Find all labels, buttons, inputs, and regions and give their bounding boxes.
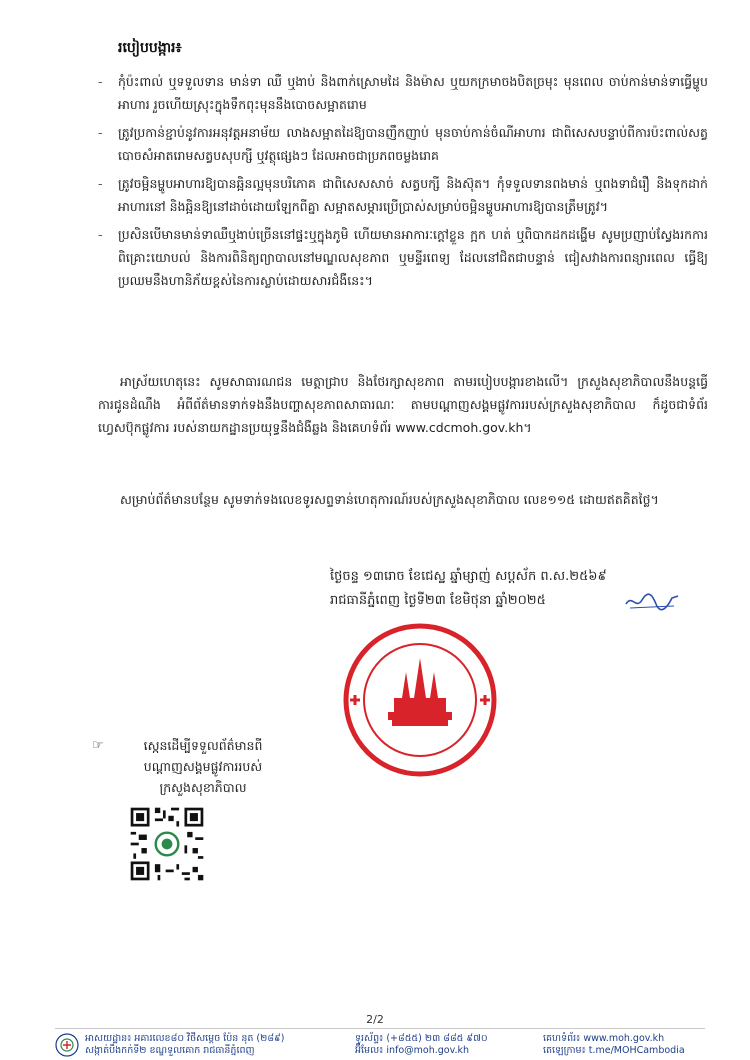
lunar-date: ថ្ងៃចន្ទ ១៣រោច ខែជេស្ឋ ឆ្នាំម្សាញ់ សប្តស័ក ព.ស.២៥៦៩ (330, 569, 607, 584)
page-number: 2/2 (366, 1013, 384, 1026)
pointing-hand-icon: ☞ (92, 738, 104, 753)
bullet-marker: - (98, 74, 103, 89)
advice-paragraph: អាស្រ័យហេតុនេះ សូមសាធារណជន មេត្តាជ្រាប និងថែរក្សាសុខភាព តាមរបៀបបង្ការខាងលើ។ ក្រសួងសុខាភិបាលនឹងបន្តធ្វើការជូនដំណឹង អំពីព័ត៌មានទាក់ទងនឹងបញ្ហាសុខភាពសាធារណៈ តាមបណ្ដាញសង្គមផ្លូវការរបស់ក្រសួងសុខាភិបាល ក៏ដូចជាទំព័រហ្វេសប៊ុកផ្លូវការ របស់នាយកដ្ឋានប្រយុទ្ធនឹងជំងឺឆ្លង និងគេហទំព័រ www.cdcmoh.gov.kh។ (98, 374, 708, 435)
qr-note-line: ក្រសួងសុខាភិបាល (159, 780, 247, 795)
website-link[interactable]: គេហទំព័រ៖ www.moh.gov.kh (543, 1033, 665, 1044)
phone-text: ទូរស័ព្ទ៖ (+៨៥៥) ២៣ ៨៨៥ ៩៧០ (355, 1033, 488, 1044)
list-item-text: ត្រូវប្រកាន់ខ្ជាប់នូវការអនុវត្តអនាម័យ លាងសម្អាតដៃឱ្យបានញឹកញាប់ មុនចាប់កាន់ចំណីអាហារ ជាពិសេសបន្ទាប់ពីការប៉ះពាល់សត្វ បោចសំអាតរោមសត្វបសុបក្សី ឬវត្ថុផ្សេងៗ ដែលអាចជាប្រភពចម្លងរោគ (118, 125, 708, 163)
list-item (98, 70, 708, 116)
list-item (98, 172, 708, 218)
letterhead-footer (55, 1028, 705, 1059)
solar-date: រាជធានីភ្នំពេញ ថ្ងៃទី២៣ ខែមិថុនា ឆ្នាំ២០២៥ (330, 593, 546, 608)
list-item-text: ប្រសិនបើមានមាន់ទាឈឺឬងាប់ច្រើននៅផ្ទះឬក្នុងភូមិ ហើយមានអាការៈក្ដៅខ្លួន ក្អក ហត់ ឬពិបាកដកដង្ហើម សូមប្រញាប់ស្វែងរកការពិគ្រោះយោបល់ និងការពិនិត្យព្យាបាលនៅមណ្ឌលសុខភាព ឬមន្ទីរពេទ្យ ដែលនៅជិតជាបន្ទាន់ ជៀសវាងការពន្យារពេល ធ្វើឱ្យប្រឈមនឹងហានិភ័យខ្ពស់នៃការស្លាប់ដោយសារជំងឺនេះ។ (118, 227, 708, 288)
signature-mark (622, 590, 682, 612)
list-item-text: ត្រូវចម្អិនម្ហូបអាហារឱ្យបានឆ្អិនល្អមុនបរិភោគ ជាពិសេសសាច់ សត្វបក្សី និងស៊ុត។ កុំទទួលទានពងមាន់ ឬពងទាជំរឿ និងទុកដាក់អាហារនៅ និងឆ្អិនឱ្យនៅដាច់ដោយឡែកពីគ្នា សម្អាតសម្ភារប្រើប្រាស់សម្រាប់ចម្អិនម្ហូបអាហារឱ្យបានត្រឹមត្រូវ។ (118, 176, 708, 214)
section-heading: របៀបបង្ការ៖ (118, 40, 182, 56)
hotline-paragraph: សម្រាប់ព័ត៌មានបន្ថែម សូមទាក់ទងលេខទូរសព្ទទាន់ហេតុការណ៍របស់ក្រសួងសុខាភិបាល លេខ១១៥ ដោយឥតគិតថ្លៃ។ (120, 492, 659, 507)
bullet-marker: - (98, 176, 103, 191)
footer-contact (355, 1033, 488, 1057)
ministry-seal-icon (340, 620, 500, 780)
list-item (98, 121, 708, 167)
qr-note-line: ស្កេនដើម្បីទទួលព័ត៌មានពី (143, 738, 263, 753)
ministry-logo-icon (55, 1033, 79, 1057)
footer-address (85, 1033, 284, 1057)
list-item-text: កុំប៉ះពាល់ ឬទទួលទាន មាន់ទា ឈឺ ឬងាប់ និងពាក់ស្រោមដៃ និងម៉ាស ឬយកក្រមាចងបិតច្រមុះ មុនពេល ចាប់កាន់មាន់ទាធ្វើម្ហូបអាហារ រួចហើយស្រុះក្នុងទឹកពុះមុននឹងបោចសម្អាតរោម (118, 74, 708, 112)
address-line: អាសយដ្ឋាន៖ អគារលេខ៨០ វិថីសម្ដេច ប៉ែន នុត (២៨៩) (85, 1033, 285, 1044)
bullet-marker: - (98, 125, 103, 140)
email-link[interactable]: អ៊ីមែល៖ info@moh.gov.kh (355, 1045, 470, 1056)
prevention-list (98, 70, 708, 297)
telegram-link[interactable]: តេឡេក្រាម៖ t.me/MOHCambodia (543, 1045, 685, 1056)
qr-code-icon[interactable] (128, 805, 206, 883)
list-item (98, 223, 708, 292)
bullet-marker: - (98, 227, 103, 242)
address-line: សង្កាត់បឹងកក់ទី២ ខណ្ឌទួលគោក រាជធានីភ្នំពេញ (85, 1045, 255, 1056)
qr-note-line: បណ្ដាញសង្គមផ្លូវការរបស់ (143, 759, 263, 774)
qr-note (92, 735, 292, 798)
footer-web (543, 1033, 685, 1057)
